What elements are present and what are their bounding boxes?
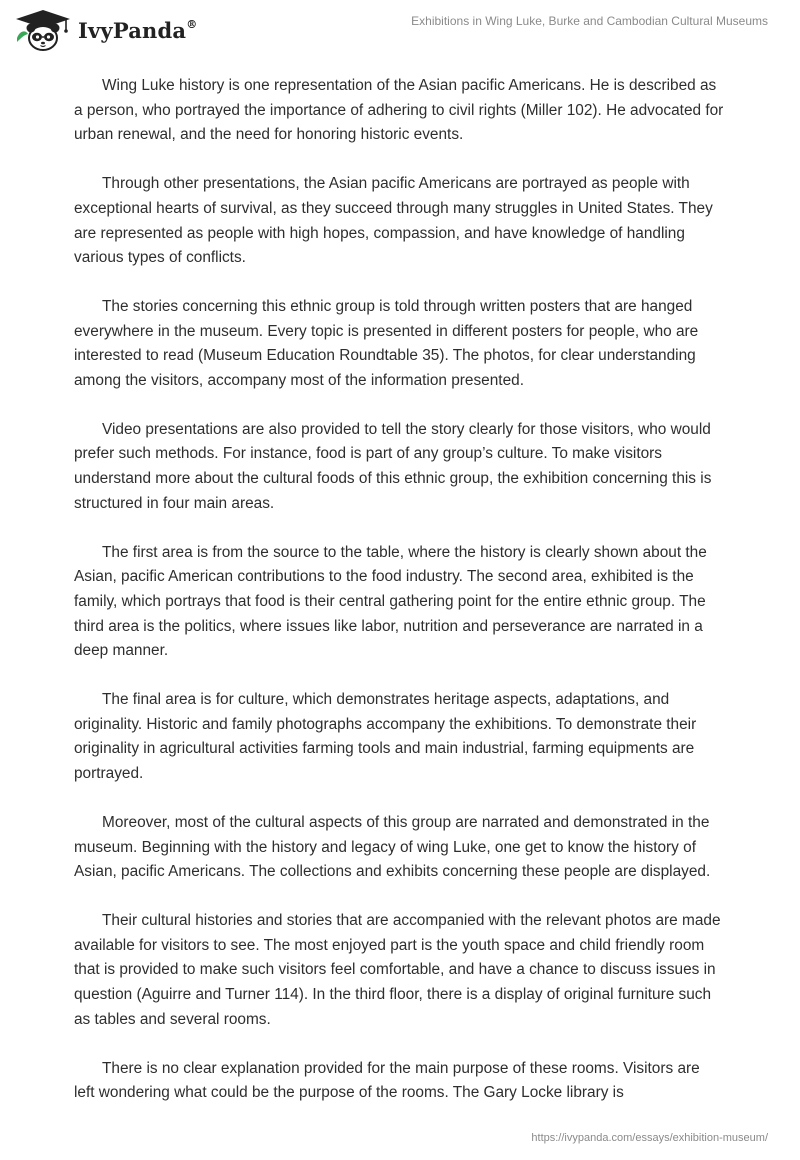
paragraph: The final area is for culture, which demonstrates heritage aspects, adaptations, and originality. Historic and family photographs accompany the exhibitions. To demonstrate their originality in agricultural activities farming tools and main industrial, farming equipments are portrayed. — [74, 691, 697, 783]
paragraph: Video presentations are also provided to tell the story clearly for those visitors, who would prefer such methods. For instance, food is part of any group’s culture. To make visitors understand more about the cultural foods of this ethnic group, the exhibition concerning this is structured in four main areas. — [74, 420, 712, 512]
brand-name: IvyPanda® — [78, 17, 198, 43]
paragraph: Through other presentations, the Asian pacific Americans are portrayed as people with exceptional hearts of survival, as they succeed through many struggles in United States. They are represented as people with high hopes, compassion, and have knowledge of handling various types of conflicts. — [74, 175, 713, 267]
paragraph: Their cultural histories and stories that are accompanied with the relevant photos are made available for visitors to see. The most enjoyed part is the youth space and child friendly room that is provided to make such visitors feel comfortable, and have a chance to discuss issues in question (Aguirre and Turner 114). In the third floor, there is a display of original furniture such as tables and several rooms. — [74, 911, 721, 1028]
essay-body — [74, 74, 724, 1130]
document-title: Exhibitions in Wing Luke, Burke and Cambodian Cultural Museums — [411, 14, 768, 28]
paragraph: The first area is from the source to the table, where the history is clearly shown about the Asian, pacific American contributions to the food industry. The second area, exhibited is the family, which portrays that food is their central gathering point for the entire ethnic group. The third area is the politics, where issues like labor, nutrition and perseverance are narrated in a deep manner. — [74, 543, 707, 660]
ivypanda-logo[interactable] — [14, 8, 197, 52]
page-header — [0, 0, 800, 60]
paragraph: The stories concerning this ethnic group is told through written posters that are hanged everywhere in the museum. Every topic is presented in different posters for people, who are interested to read (Museum Education Roundtable 35). The photos, for clear understanding among the visitors, accompany most of the information presented. — [74, 297, 699, 390]
paragraph: There is no clear explanation provided for the main purpose of these rooms. Visitors are left wondering what could be the purpose of the rooms. The Gary Locke library is — [74, 1059, 700, 1102]
panda-graduate-icon — [14, 8, 72, 52]
paragraph: Moreover, most of the cultural aspects of this group are narrated and demonstrated in the museum. Beginning with the history and legacy of wing Luke, one get to know the history of Asian, pacific Americans. The collections and exhibits concerning these people are displayed. — [74, 813, 711, 881]
source-url-link[interactable]: https://ivypanda.com/essays/exhibition-museum/ — [531, 1132, 768, 1144]
paragraph: Wing Luke history is one representation of the Asian pacific Americans. He is described as a person, who portrayed the importance of adhering to civil rights (Miller 102). He advocated for urban renewal, and the need for honoring historic events. — [74, 77, 724, 144]
